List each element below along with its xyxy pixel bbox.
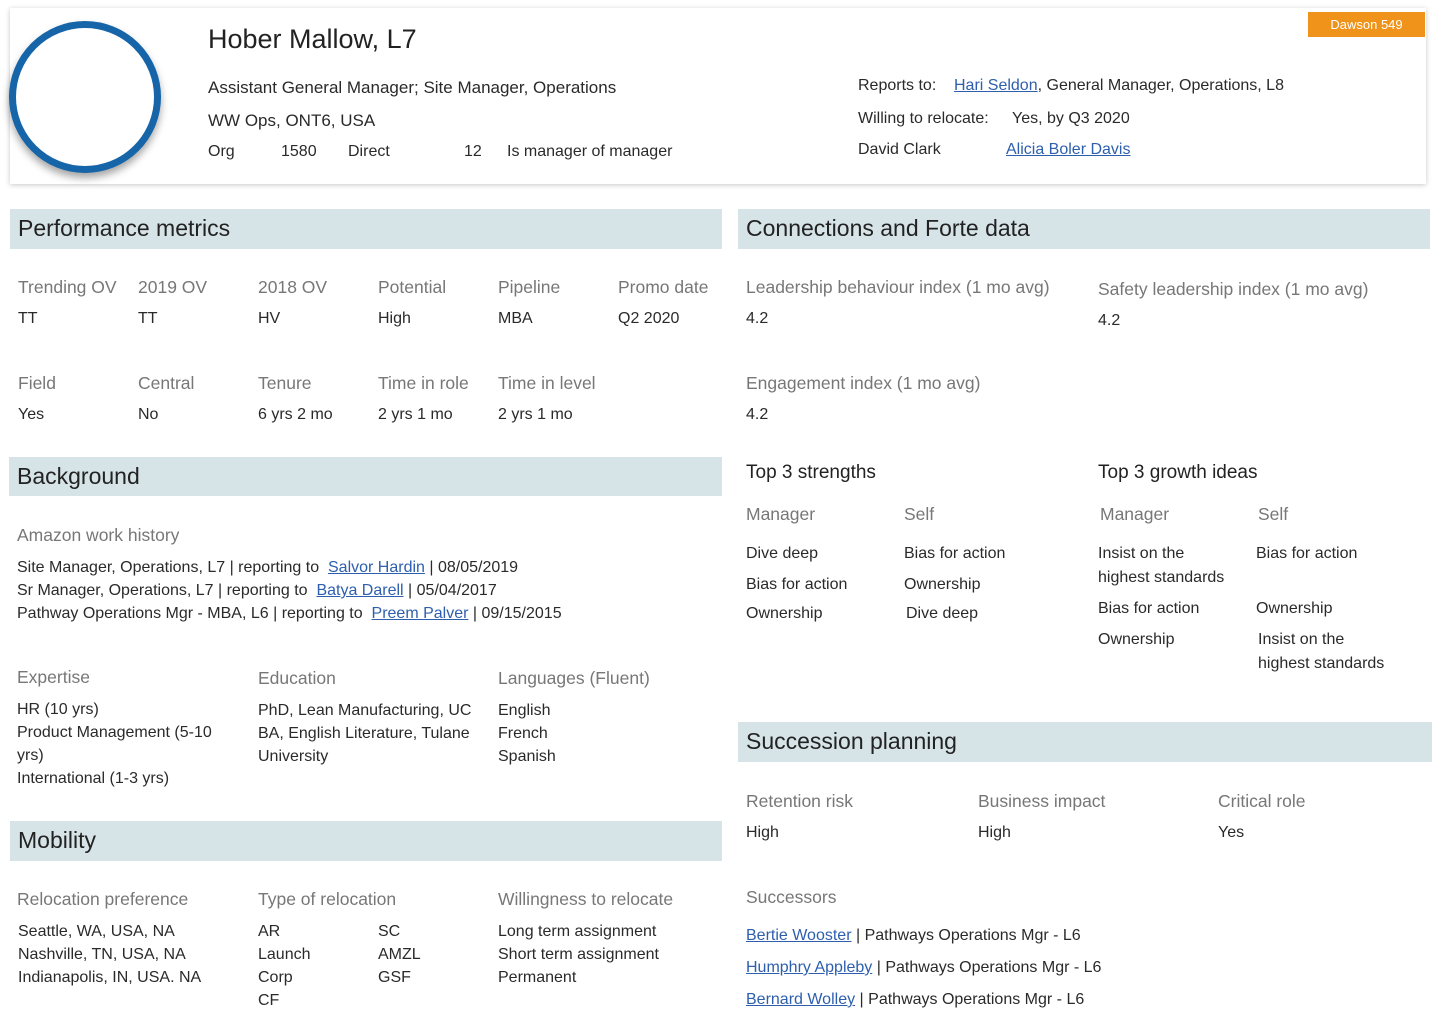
work-history-label: Amazon work history (17, 525, 180, 545)
engagement-index-value: 4.2 (746, 406, 769, 423)
job-title: Assistant General Manager; Site Manager, Operations (208, 78, 617, 97)
metric-value: HV (258, 310, 281, 327)
willingness-list: Long term assignment Short term assignment Permanent (498, 923, 659, 986)
contact-link[interactable]: Alicia Boler Davis (1006, 141, 1131, 158)
relocation-type-list-2: SC AMZL GSF (378, 923, 421, 986)
education-list: PhD, Lean Manufacturing, UC BA, English Literature, Tulane University (258, 702, 472, 765)
business-impact-value: High (978, 824, 1011, 841)
leadership-index-label: Leadership behaviour index (1 mo avg) (746, 277, 1050, 297)
leadership-index-value: 4.2 (746, 310, 769, 327)
org-value: 1580 (281, 143, 317, 160)
history-row: Pathway Operations Mgr - MBA, L6 | reporting to Preem Palver | 09/15/2015 (17, 605, 562, 622)
relocation-type-list-1: AR Launch Corp CF (258, 923, 311, 1009)
expertise-label: Expertise (17, 667, 90, 687)
contact-name: David Clark (858, 141, 941, 158)
willingness-label: Willingness to relocate (498, 889, 674, 909)
avatar[interactable] (9, 21, 161, 173)
successor-link[interactable]: Bernard Wolley (746, 991, 856, 1008)
mobility-heading-band (10, 821, 722, 861)
metric-value: TT (138, 310, 158, 327)
business-impact-label: Business impact (978, 791, 1106, 811)
section-title: Performance metrics (18, 215, 231, 241)
growth-item: Ownership (1098, 631, 1175, 648)
strengths-manager-label: Manager (746, 504, 816, 524)
retention-risk-label: Retention risk (746, 791, 853, 811)
metric-value: 2 yrs 1 mo (498, 406, 573, 423)
retention-risk-value: High (746, 824, 779, 841)
org-label: Org (208, 143, 235, 160)
metric-value: TT (18, 310, 38, 327)
location: WW Ops, ONT6, USA (208, 111, 376, 130)
strengths-self-label: Self (904, 504, 935, 524)
successors-label: Successors (746, 887, 837, 907)
metric-label: Time in role (378, 373, 469, 393)
strength-item: Ownership (746, 605, 823, 622)
history-row: Site Manager, Operations, L7 | reporting to Salvor Hardin | 08/05/2019 (17, 559, 519, 576)
successor-row: Humphry Appleby | Pathways Operations Mgr - L6 (746, 959, 1102, 976)
section-title: Mobility (18, 827, 96, 853)
relocation-type-label: Type of relocation (258, 889, 397, 909)
metric-label: Trending OV (18, 277, 117, 297)
metric-value: No (138, 406, 159, 423)
manager-link[interactable]: Batya Darell (316, 582, 404, 599)
growth-item: Ownership (1256, 600, 1333, 617)
work-history-list (17, 556, 562, 625)
dawson-badge: Dawson 549 (1308, 12, 1425, 37)
relocate-label: Willing to relocate: (858, 110, 989, 127)
metric-value: 2 yrs 1 mo (378, 406, 453, 423)
metric-label: Central (138, 373, 195, 393)
successor-link[interactable]: Humphry Appleby (746, 959, 873, 976)
metric-label: Promo date (618, 277, 709, 297)
strength-item: Bias for action (904, 545, 1006, 562)
section-title: Background (17, 463, 140, 489)
metric-label: Potential (378, 277, 447, 297)
expertise-list: HR (10 yrs) Product Management (5-10 yrs) International (1-3 yrs) (17, 701, 212, 787)
successor-link[interactable]: Bertie Wooster (746, 927, 852, 944)
growth-item: highest standards (1098, 569, 1225, 586)
section-title: Succession planning (746, 728, 957, 754)
relocation-preference-label: Relocation preference (17, 889, 189, 909)
engagement-index-label: Engagement index (1 mo avg) (746, 373, 981, 393)
succession-heading-band (738, 722, 1432, 762)
strength-item: Ownership (904, 576, 981, 593)
critical-role-label: Critical role (1218, 791, 1306, 811)
growth-item: Insist on the (1098, 545, 1185, 562)
strengths-heading: Top 3 strengths (746, 462, 876, 483)
safety-index-value: 4.2 (1098, 312, 1121, 329)
reports-to-label: Reports to: (858, 77, 937, 94)
growth-item: Insist on the (1258, 631, 1345, 648)
safety-index-label: Safety leadership index (1 mo avg) (1098, 279, 1369, 299)
employee-name: Hober Mallow, L7 (208, 24, 417, 54)
connections-heading-band (738, 209, 1430, 249)
strength-item: Dive deep (906, 605, 979, 622)
relocation-preference-list: Seattle, WA, USA, NA Nashville, TN, USA, NA Indianapolis, IN, USA. NA (18, 923, 202, 986)
growth-item: Bias for action (1256, 545, 1358, 562)
languages-list: English French Spanish (498, 702, 556, 765)
manager-link[interactable]: Salvor Hardin (328, 559, 425, 576)
metric-value: High (378, 310, 411, 327)
strength-item: Bias for action (746, 576, 848, 593)
metric-value: Yes (18, 406, 45, 423)
critical-role-value: Yes (1218, 824, 1245, 841)
metric-value: 6 yrs 2 mo (258, 406, 333, 423)
growth-manager-label: Manager (1100, 504, 1170, 524)
metric-label: Field (18, 373, 56, 393)
direct-label: Direct (348, 143, 390, 160)
growth-heading: Top 3 growth ideas (1098, 462, 1258, 483)
metric-label: 2018 OV (258, 277, 328, 297)
background-heading-band (9, 457, 722, 496)
reports-to-suffix: , General Manager, Operations, L8 (1037, 77, 1284, 94)
metric-label: Pipeline (498, 277, 561, 297)
history-row: Sr Manager, Operations, L7 | reporting to Batya Darell | 05/04/2017 (17, 582, 497, 599)
education-label: Education (258, 668, 336, 688)
metric-label: Tenure (258, 373, 312, 393)
manager-link[interactable]: Preem Palver (371, 605, 469, 622)
growth-self-label: Self (1258, 504, 1289, 524)
metric-label: 2019 OV (138, 277, 208, 297)
reports-to-row (954, 77, 1284, 95)
section-title: Connections and Forte data (746, 215, 1030, 241)
growth-item: highest standards (1258, 655, 1385, 672)
strength-item: Dive deep (746, 545, 819, 562)
performance-heading-band (10, 209, 722, 249)
reports-to-link[interactable]: Hari Seldon (954, 77, 1038, 94)
languages-label: Languages (Fluent) (498, 668, 650, 688)
metric-value: MBA (498, 310, 533, 327)
growth-item: Bias for action (1098, 600, 1200, 617)
metric-value: Q2 2020 (618, 310, 680, 327)
manager-note: Is manager of manager (507, 143, 673, 160)
successor-row: Bernard Wolley | Pathways Operations Mgr - L6 (746, 991, 1085, 1008)
metric-label: Time in level (498, 373, 596, 393)
direct-value: 12 (464, 143, 482, 160)
successor-row: Bertie Wooster | Pathways Operations Mgr - L6 (746, 927, 1081, 944)
relocate-value: Yes, by Q3 2020 (1012, 110, 1130, 127)
